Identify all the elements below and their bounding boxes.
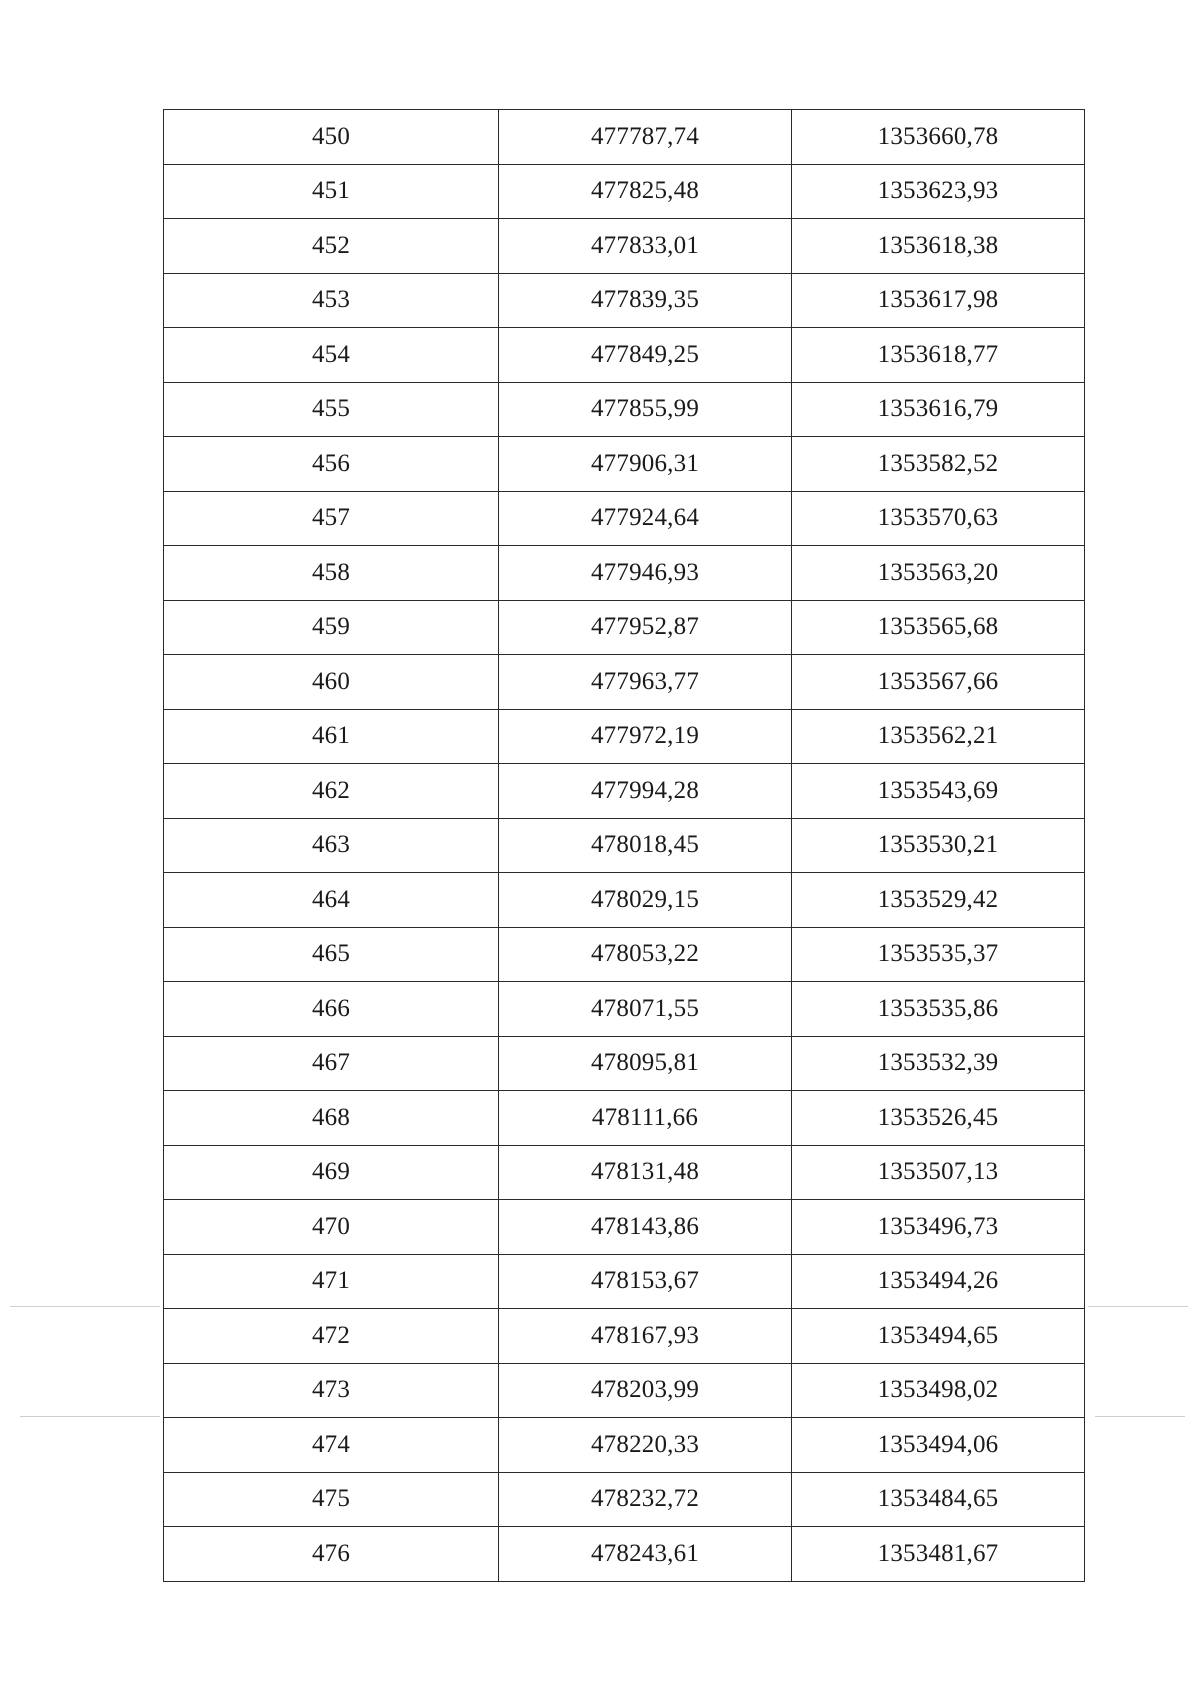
point-number-cell: 461	[164, 709, 499, 764]
table-row	[164, 1091, 1085, 1146]
table-row	[164, 219, 1085, 274]
y-coordinate-cell: 1353618,77	[792, 328, 1085, 383]
x-coordinate-cell: 477972,19	[499, 709, 792, 764]
x-coordinate-cell: 478131,48	[499, 1145, 792, 1200]
point-number-cell: 467	[164, 1036, 499, 1091]
y-coordinate-cell: 1353563,20	[792, 546, 1085, 601]
point-number-cell: 471	[164, 1254, 499, 1309]
scan-artifact-line	[1088, 1306, 1188, 1307]
table-row	[164, 764, 1085, 819]
table-row	[164, 1309, 1085, 1364]
x-coordinate-cell: 478243,61	[499, 1527, 792, 1582]
point-number-cell: 466	[164, 982, 499, 1037]
point-number-cell: 476	[164, 1527, 499, 1582]
point-number-cell: 451	[164, 164, 499, 219]
x-coordinate-cell: 478053,22	[499, 927, 792, 982]
x-coordinate-cell: 478232,72	[499, 1472, 792, 1527]
point-number-cell: 456	[164, 437, 499, 492]
point-number-cell: 472	[164, 1309, 499, 1364]
y-coordinate-cell: 1353660,78	[792, 110, 1085, 165]
point-number-cell: 457	[164, 491, 499, 546]
point-number-cell: 455	[164, 382, 499, 437]
table-row	[164, 982, 1085, 1037]
table-row	[164, 1200, 1085, 1255]
table-row	[164, 600, 1085, 655]
x-coordinate-cell: 478029,15	[499, 873, 792, 928]
x-coordinate-cell: 477994,28	[499, 764, 792, 819]
y-coordinate-cell: 1353618,38	[792, 219, 1085, 274]
point-number-cell: 470	[164, 1200, 499, 1255]
table-row	[164, 927, 1085, 982]
point-number-cell: 463	[164, 818, 499, 873]
x-coordinate-cell: 477787,74	[499, 110, 792, 165]
x-coordinate-cell: 477825,48	[499, 164, 792, 219]
table-row	[164, 655, 1085, 710]
point-number-cell: 452	[164, 219, 499, 274]
point-number-cell: 458	[164, 546, 499, 601]
y-coordinate-cell: 1353535,37	[792, 927, 1085, 982]
scan-artifact-line	[1095, 1416, 1185, 1417]
x-coordinate-cell: 478203,99	[499, 1363, 792, 1418]
x-coordinate-cell: 477855,99	[499, 382, 792, 437]
x-coordinate-cell: 477833,01	[499, 219, 792, 274]
point-number-cell: 473	[164, 1363, 499, 1418]
x-coordinate-cell: 477839,35	[499, 273, 792, 328]
table-row	[164, 873, 1085, 928]
x-coordinate-cell: 478018,45	[499, 818, 792, 873]
table-row	[164, 818, 1085, 873]
table-row	[164, 709, 1085, 764]
y-coordinate-cell: 1353494,26	[792, 1254, 1085, 1309]
table-row	[164, 328, 1085, 383]
table-row	[164, 546, 1085, 601]
table-row	[164, 1527, 1085, 1582]
point-number-cell: 462	[164, 764, 499, 819]
point-number-cell: 468	[164, 1091, 499, 1146]
x-coordinate-cell: 478111,66	[499, 1091, 792, 1146]
y-coordinate-cell: 1353530,21	[792, 818, 1085, 873]
table-row	[164, 382, 1085, 437]
y-coordinate-cell: 1353617,98	[792, 273, 1085, 328]
x-coordinate-cell: 477946,93	[499, 546, 792, 601]
x-coordinate-cell: 478143,86	[499, 1200, 792, 1255]
y-coordinate-cell: 1353494,65	[792, 1309, 1085, 1364]
y-coordinate-cell: 1353616,79	[792, 382, 1085, 437]
x-coordinate-cell: 478095,81	[499, 1036, 792, 1091]
y-coordinate-cell: 1353498,02	[792, 1363, 1085, 1418]
y-coordinate-cell: 1353529,42	[792, 873, 1085, 928]
point-number-cell: 465	[164, 927, 499, 982]
point-number-cell: 450	[164, 110, 499, 165]
table-row	[164, 1363, 1085, 1418]
y-coordinate-cell: 1353567,66	[792, 655, 1085, 710]
point-number-cell: 469	[164, 1145, 499, 1200]
point-number-cell: 464	[164, 873, 499, 928]
point-number-cell: 475	[164, 1472, 499, 1527]
x-coordinate-cell: 478153,67	[499, 1254, 792, 1309]
y-coordinate-cell: 1353532,39	[792, 1036, 1085, 1091]
table-row	[164, 1145, 1085, 1200]
table-row	[164, 437, 1085, 492]
y-coordinate-cell: 1353562,21	[792, 709, 1085, 764]
x-coordinate-cell: 477963,77	[499, 655, 792, 710]
table-row	[164, 1254, 1085, 1309]
y-coordinate-cell: 1353582,52	[792, 437, 1085, 492]
point-number-cell: 453	[164, 273, 499, 328]
y-coordinate-cell: 1353535,86	[792, 982, 1085, 1037]
x-coordinate-cell: 477906,31	[499, 437, 792, 492]
scan-artifact-line	[20, 1416, 160, 1417]
x-coordinate-cell: 478071,55	[499, 982, 792, 1037]
point-number-cell: 454	[164, 328, 499, 383]
y-coordinate-cell: 1353543,69	[792, 764, 1085, 819]
y-coordinate-cell: 1353494,06	[792, 1418, 1085, 1473]
point-number-cell: 459	[164, 600, 499, 655]
table-row	[164, 110, 1085, 165]
y-coordinate-cell: 1353570,63	[792, 491, 1085, 546]
y-coordinate-cell: 1353623,93	[792, 164, 1085, 219]
y-coordinate-cell: 1353496,73	[792, 1200, 1085, 1255]
y-coordinate-cell: 1353481,67	[792, 1527, 1085, 1582]
table-row	[164, 1472, 1085, 1527]
coordinates-table-body	[164, 110, 1085, 1582]
x-coordinate-cell: 478167,93	[499, 1309, 792, 1364]
table-row	[164, 1036, 1085, 1091]
x-coordinate-cell: 477952,87	[499, 600, 792, 655]
y-coordinate-cell: 1353484,65	[792, 1472, 1085, 1527]
point-number-cell: 460	[164, 655, 499, 710]
x-coordinate-cell: 477849,25	[499, 328, 792, 383]
x-coordinate-cell: 478220,33	[499, 1418, 792, 1473]
y-coordinate-cell: 1353507,13	[792, 1145, 1085, 1200]
point-number-cell: 474	[164, 1418, 499, 1473]
y-coordinate-cell: 1353565,68	[792, 600, 1085, 655]
table-row	[164, 164, 1085, 219]
y-coordinate-cell: 1353526,45	[792, 1091, 1085, 1146]
table-row	[164, 491, 1085, 546]
x-coordinate-cell: 477924,64	[499, 491, 792, 546]
coordinates-table	[163, 109, 1085, 1582]
scan-artifact-line	[10, 1306, 160, 1307]
table-row	[164, 273, 1085, 328]
table-row	[164, 1418, 1085, 1473]
